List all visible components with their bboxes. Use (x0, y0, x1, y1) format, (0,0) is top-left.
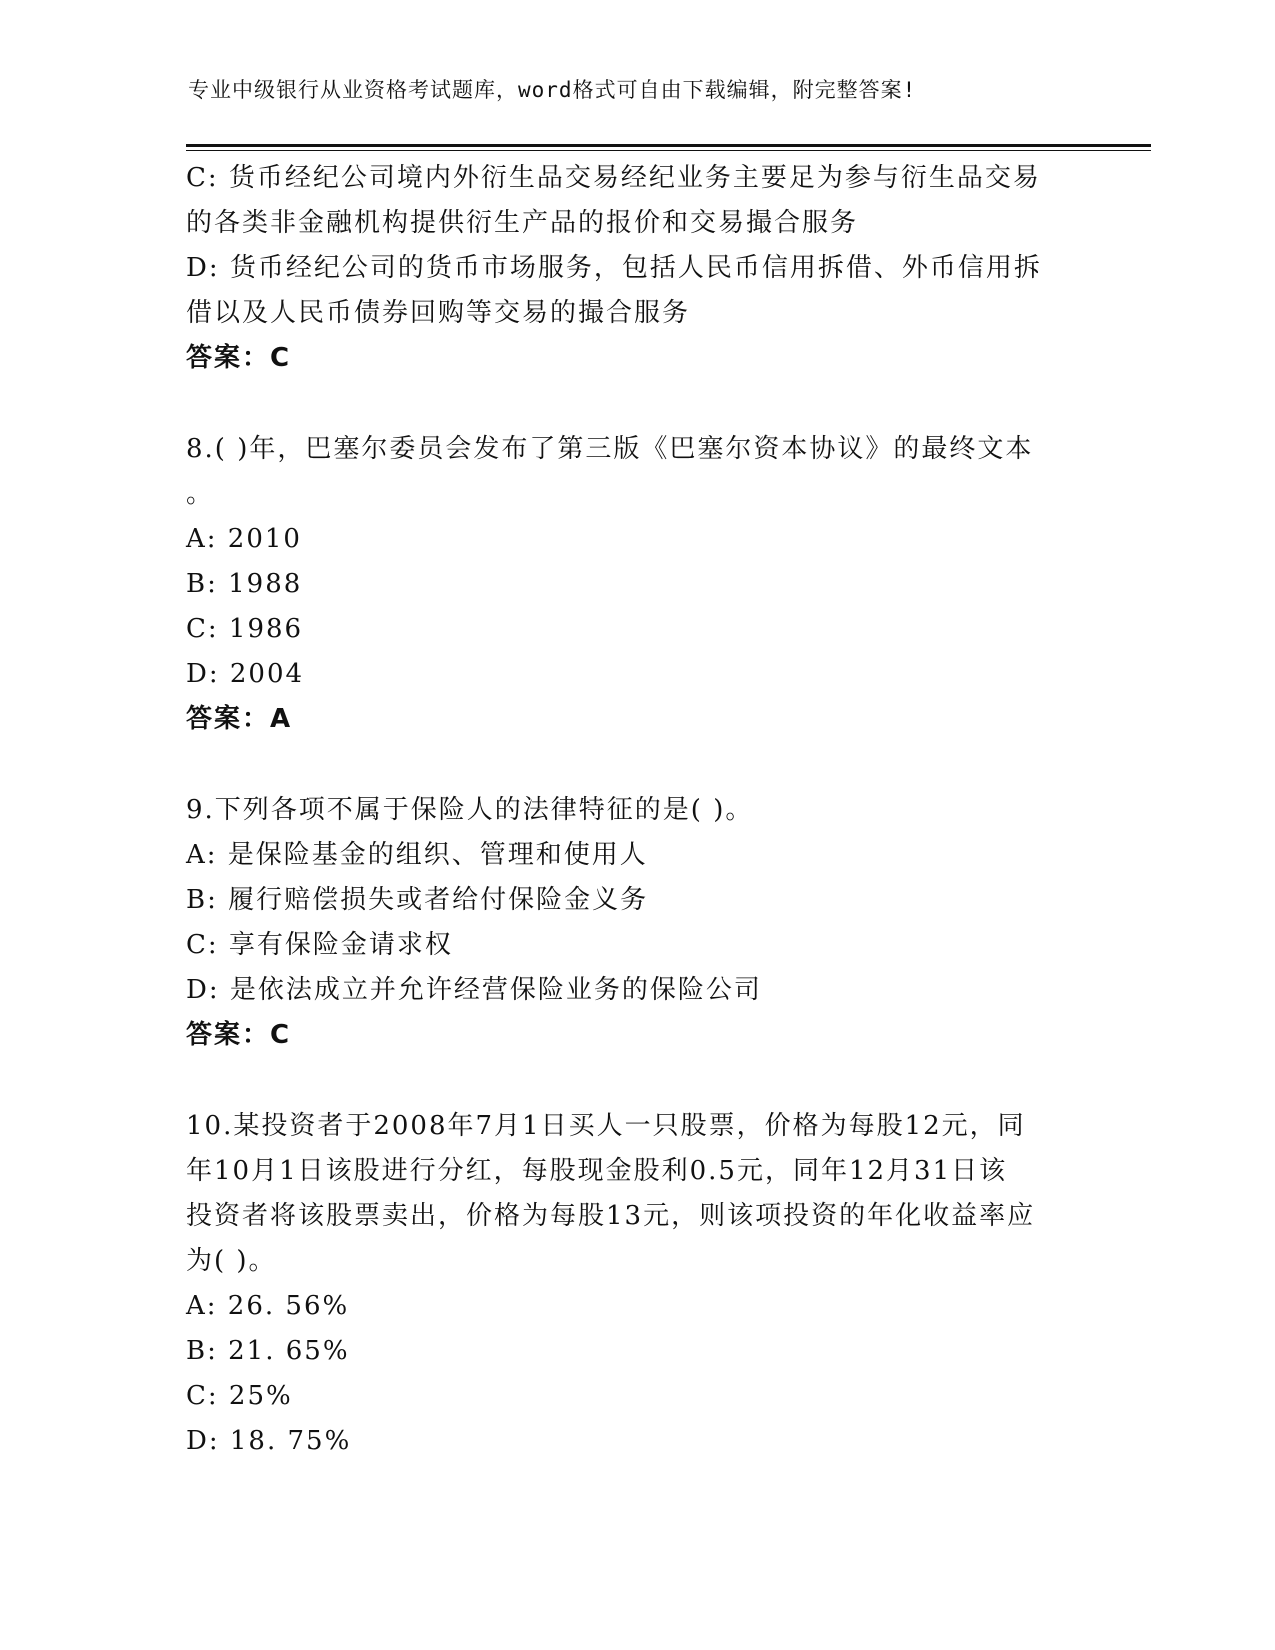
q9-option-b: B: 履行赔偿损失或者给付保险金义务 (186, 885, 649, 915)
q10-stem-line-1: 10.某投资者于2008年7月1日买人一只股票，价格为每股12元，同 (186, 1111, 1026, 1141)
q9-stem-line-1: 9.下列各项不属于保险人的法律特征的是( )。 (186, 795, 754, 825)
q7-answer: 答案：C (186, 343, 292, 373)
header-rule-thick (186, 144, 1151, 147)
question-8 (186, 427, 1076, 742)
q8-option-d: D: 2004 (186, 659, 305, 689)
q7-option-c-line-2: 的各类非金融机构提供衍生产品的报价和交易撮合服务 (186, 208, 859, 238)
q8-option-b: B: 1988 (186, 569, 303, 599)
q8-answer: 答案：A (186, 704, 293, 734)
q10-stem-line-3: 投资者将该股票卖出，价格为每股13元，则该项投资的年化收益率应 (186, 1201, 1036, 1231)
q9-answer: 答案：C (186, 1020, 292, 1050)
q10-stem-line-2: 年10月1日该股进行分红，每股现金股利0.5元，同年12月31日该 (186, 1156, 1008, 1186)
question-9 (186, 788, 1076, 1058)
q7-option-c-line-1: C: 货币经纪公司境内外衍生品交易经纪业务主要足为参与衍生品交易 (186, 163, 1041, 193)
q10-option-d: D: 18. 75% (186, 1426, 352, 1456)
q9-option-c: C: 享有保险金请求权 (186, 930, 453, 960)
q9-option-d: D: 是依法成立并允许经营保险业务的保险公司 (186, 975, 762, 1005)
q10-stem-line-4: 为( )。 (186, 1246, 277, 1276)
q8-stem-line-1: 8.( )年，巴塞尔委员会发布了第三版《巴塞尔资本协议》的最终文本 (186, 434, 1034, 464)
page-header: 专业中级银行从业资格考试题库，word格式可自由下载编辑，附完整答案! (188, 78, 917, 102)
q7-option-d-line-2: 借以及人民币债券回购等交易的撮合服务 (186, 298, 691, 328)
q8-option-a: A: 2010 (186, 524, 302, 554)
question-content (186, 156, 1076, 1464)
question-10 (186, 1104, 1076, 1464)
q8-option-c: C: 1986 (186, 614, 304, 644)
q9-option-a: A: 是保险基金的组织、管理和使用人 (186, 840, 648, 870)
q8-stem-line-2: 。 (186, 479, 215, 509)
q10-option-a: A: 26. 56% (186, 1291, 350, 1321)
q7-option-d-line-1: D: 货币经纪公司的货币市场服务，包括人民币信用拆借、外币信用拆 (186, 253, 1042, 283)
q10-option-c: C: 25% (186, 1381, 293, 1411)
question-7-continued (186, 156, 1076, 381)
header-rule-thin (186, 150, 1151, 151)
q10-option-b: B: 21. 65% (186, 1336, 350, 1366)
